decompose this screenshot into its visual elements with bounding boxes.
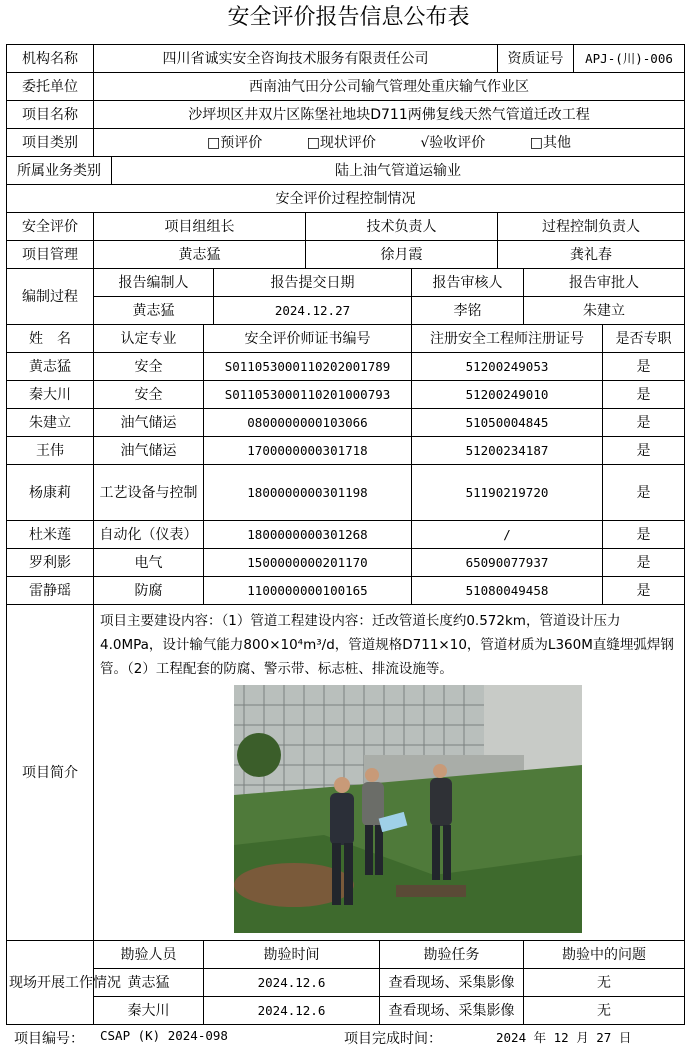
option-other: □其他 xyxy=(529,134,571,151)
staff-reg: 51200249053 xyxy=(412,353,603,381)
compile-value-approver: 朱建立 xyxy=(524,297,685,325)
staff-name: 朱建立 xyxy=(7,409,94,437)
staff-reg: 51200249010 xyxy=(412,381,603,409)
mgmt-header-process: 过程控制负责人 xyxy=(498,213,685,241)
project-type-options xyxy=(94,129,685,157)
mgmt-header-leader: 项目组组长 xyxy=(94,213,306,241)
survey-date: 2024.12.6 xyxy=(204,997,380,1025)
staff-major: 电气 xyxy=(94,549,204,577)
compile-header-reviewer: 报告审核人 xyxy=(412,269,524,297)
survey-issue: 无 xyxy=(524,969,685,997)
mgmt-header-tech: 技术负责人 xyxy=(306,213,498,241)
project-code-label: 项目编号： xyxy=(14,1031,84,1047)
project-code-value: CSAP (K) 2024-098 xyxy=(100,1028,228,1043)
org-label: 机构名称 xyxy=(7,45,94,73)
table-row xyxy=(7,549,685,577)
staff-cert: 0800000000103066 xyxy=(204,409,412,437)
staff-name: 黄志猛 xyxy=(7,353,94,381)
staff-reg: 51190219720 xyxy=(412,465,603,521)
staff-full: 是 xyxy=(603,549,685,577)
client-value: 西南油气田分公司输气管理处重庆输气作业区 xyxy=(94,73,685,101)
staff-cert: 1100000000100165 xyxy=(204,577,412,605)
project-type-label: 项目类别 xyxy=(7,129,94,157)
project-name-label: 项目名称 xyxy=(7,101,94,129)
staff-name: 王伟 xyxy=(7,437,94,465)
staff-full: 是 xyxy=(603,437,685,465)
compile-header-date: 报告提交日期 xyxy=(214,269,412,297)
cert-label: 资质证号 xyxy=(498,45,574,73)
staff-major: 油气储运 xyxy=(94,437,204,465)
staff-header-major: 认定专业 xyxy=(94,325,204,353)
cert-value: APJ-(川)-006 xyxy=(574,45,685,73)
site-photo xyxy=(234,685,582,933)
staff-cert: 1500000000201170 xyxy=(204,549,412,577)
table-row xyxy=(7,465,685,521)
survey-person: 黄志猛 xyxy=(94,969,204,997)
staff-cert: S011053000110202001789 xyxy=(204,353,412,381)
compile-header-author: 报告编制人 xyxy=(94,269,214,297)
compile-value-reviewer: 李铭 xyxy=(412,297,524,325)
staff-cert: 1800000000301268 xyxy=(204,521,412,549)
table-row xyxy=(7,409,685,437)
compile-label: 编制过程 xyxy=(7,269,94,325)
staff-header-reg: 注册安全工程师注册证号 xyxy=(412,325,603,353)
survey-task: 查看现场、采集影像 xyxy=(380,997,524,1025)
survey-person: 秦大川 xyxy=(94,997,204,1025)
project-name-value: 沙坪坝区井双片区陈堡社地块D711两佛复线天然气管道迁改工程 xyxy=(94,101,685,129)
compile-header-approver: 报告审批人 xyxy=(524,269,685,297)
staff-header-full: 是否专职 xyxy=(603,325,685,353)
option-status-eval: □现状评价 xyxy=(306,134,376,151)
completion-label: 项目完成时间： xyxy=(344,1031,442,1047)
mgmt-value-leader: 黄志猛 xyxy=(94,241,306,269)
option-acceptance-eval: √验收评价 xyxy=(420,134,486,151)
survey-header-person: 勘验人员 xyxy=(94,941,204,969)
compile-value-author: 黄志猛 xyxy=(94,297,214,325)
mgmt-value-process: 龚礼春 xyxy=(498,241,685,269)
staff-major: 安全 xyxy=(94,381,204,409)
table-row xyxy=(7,521,685,549)
table-row xyxy=(7,577,685,605)
summary-text: 项目主要建设内容：（1）管道工程建设内容：迁改管道长度约0.572km，管道设计压力4.0MPa，设计输气能力800×10⁴m³/d，管道规格D711×10，管道材质为L360M直缝埋弧焊钢管。（2）工程配套的防腐、警示带、标志桩、排流设施等。 xyxy=(100,613,674,677)
staff-cert: S011053000110201000793 xyxy=(204,381,412,409)
staff-name: 杜米莲 xyxy=(7,521,94,549)
staff-reg: / xyxy=(412,521,603,549)
survey-task: 查看现场、采集影像 xyxy=(380,969,524,997)
table-row xyxy=(7,353,685,381)
client-label: 委托单位 xyxy=(7,73,94,101)
staff-name: 雷静瑶 xyxy=(7,577,94,605)
staff-full: 是 xyxy=(603,465,685,521)
staff-full: 是 xyxy=(603,577,685,605)
survey-header-issue: 勘验中的问题 xyxy=(524,941,685,969)
staff-name: 罗利影 xyxy=(7,549,94,577)
survey-issue: 无 xyxy=(524,997,685,1025)
business-label: 所属业务类别 xyxy=(7,157,112,185)
mgmt-label-2: 项目管理 xyxy=(7,241,94,269)
footer xyxy=(14,1028,684,1048)
staff-reg: 65090077937 xyxy=(412,549,603,577)
survey-label: 现场开展工作情况 xyxy=(7,941,94,1025)
mgmt-value-tech: 徐月霞 xyxy=(306,241,498,269)
site-photo-graphic xyxy=(234,685,582,933)
staff-header-name: 姓 名 xyxy=(7,325,94,353)
staff-cert: 1700000000301718 xyxy=(204,437,412,465)
survey-header-task: 勘验任务 xyxy=(380,941,524,969)
compile-value-date: 2024.12.27 xyxy=(214,297,412,325)
survey-date: 2024.12.6 xyxy=(204,969,380,997)
table-row xyxy=(7,997,685,1025)
staff-major: 安全 xyxy=(94,353,204,381)
business-value: 陆上油气管道运输业 xyxy=(112,157,685,185)
staff-major: 工艺设备与控制 xyxy=(94,465,204,521)
table-row xyxy=(7,381,685,409)
option-pre-eval: □预评价 xyxy=(207,134,263,151)
staff-major: 防腐 xyxy=(94,577,204,605)
staff-full: 是 xyxy=(603,521,685,549)
staff-header-cert: 安全评价师证书编号 xyxy=(204,325,412,353)
staff-reg: 51200234187 xyxy=(412,437,603,465)
staff-major: 自动化（仪表） xyxy=(94,521,204,549)
staff-major: 油气储运 xyxy=(94,409,204,437)
survey-header-date: 勘验时间 xyxy=(204,941,380,969)
staff-reg: 51080049458 xyxy=(412,577,603,605)
completion-value: 2024 年 12 月 27 日 xyxy=(496,1030,632,1045)
staff-full: 是 xyxy=(603,409,685,437)
page-title: 安全评价报告信息公布表 xyxy=(227,5,470,30)
process-header: 安全评价过程控制情况 xyxy=(7,185,685,213)
info-table xyxy=(6,44,685,1025)
staff-name: 杨康莉 xyxy=(7,465,94,521)
org-value: 四川省诚实安全咨询技术服务有限责任公司 xyxy=(94,45,498,73)
staff-full: 是 xyxy=(603,381,685,409)
mgmt-label-1: 安全评价 xyxy=(7,213,94,241)
summary-cell xyxy=(94,605,685,941)
staff-full: 是 xyxy=(603,353,685,381)
summary-label: 项目简介 xyxy=(7,605,94,941)
staff-name: 秦大川 xyxy=(7,381,94,409)
table-row xyxy=(7,437,685,465)
staff-cert: 1800000000301198 xyxy=(204,465,412,521)
staff-reg: 51050004845 xyxy=(412,409,603,437)
